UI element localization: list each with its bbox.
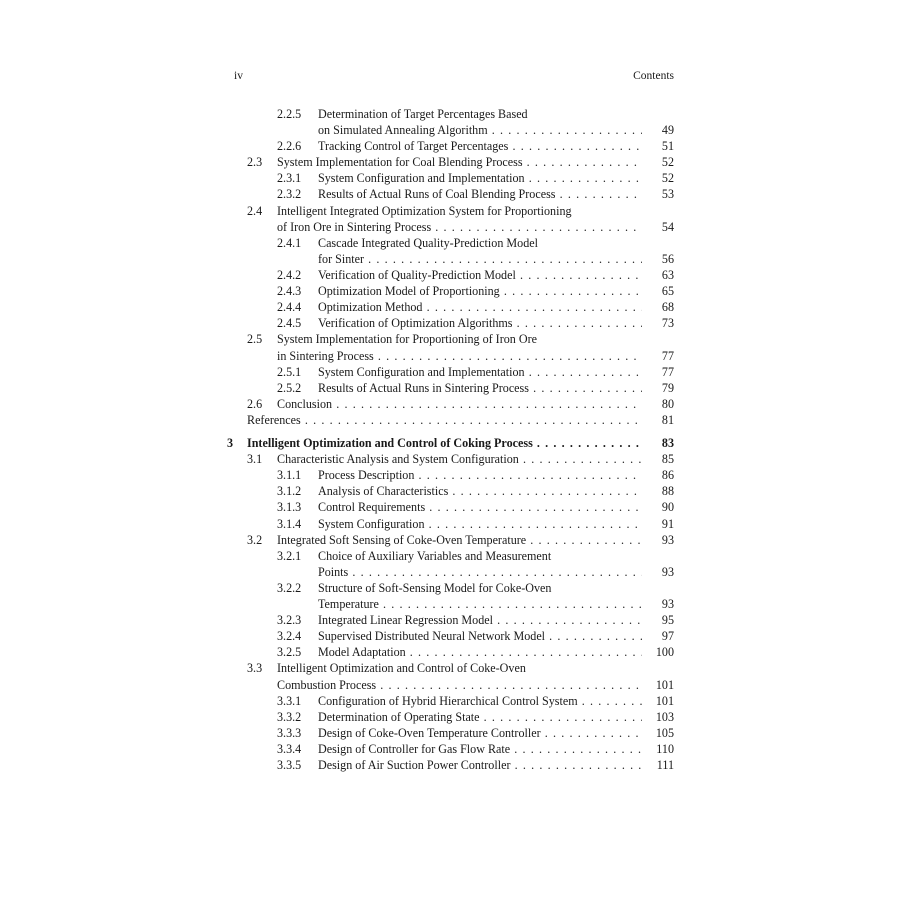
toc-entry[interactable]: [0, 283, 900, 299]
toc-entry-title: Integrated Linear Regression Model . . .: [318, 612, 642, 628]
toc-entry-title: Intelligent Integrated Optimization System for Proportioning: [277, 204, 572, 218]
toc-entry-number: 3.3.1: [277, 694, 302, 708]
toc-entry-title: Integrated Soft Sensing of Coke-Oven Temperature . . .: [277, 532, 642, 548]
toc-entry[interactable]: [0, 364, 900, 380]
toc-entry-page: 63: [661, 268, 674, 282]
toc-entry-page: 56: [661, 252, 674, 266]
toc-entry-number: 3.3.4: [277, 742, 302, 756]
toc-entry-title: References . . .: [247, 412, 642, 428]
running-title: Contents: [633, 70, 674, 82]
toc-entry[interactable]: [0, 709, 900, 725]
toc-entry-title: System Configuration . . .: [318, 516, 642, 532]
toc-entry-title: in Sintering Process . . .: [277, 348, 642, 364]
toc-entry-page: 86: [661, 468, 674, 482]
toc-entry-number: 3.2.4: [277, 629, 302, 643]
toc-entry-number: 3.2.1: [277, 549, 302, 563]
toc-entry-number: 3.3.2: [277, 710, 302, 724]
toc-entry[interactable]: [0, 315, 900, 331]
toc-entry-number: 3: [227, 436, 234, 450]
toc-entry-title: System Configuration and Implementation . . .: [318, 170, 642, 186]
toc-entry-number: 2.4.5: [277, 316, 302, 330]
toc-entry-page: 95: [661, 613, 674, 627]
toc-entry-number: 3.2.2: [277, 581, 302, 595]
toc-entry-number: 3.2.5: [277, 645, 302, 659]
toc-entry-title: Intelligent Optimization and Control of Coking Process . . .: [247, 435, 642, 451]
toc-entry[interactable]: [0, 219, 900, 235]
toc-entry-page: 93: [661, 565, 674, 579]
toc-entry[interactable]: [0, 516, 900, 532]
toc-entry-title: Analysis of Characteristics . . .: [318, 483, 642, 499]
toc-entry-page: 90: [661, 500, 674, 514]
toc-entry-title: Design of Coke-Oven Temperature Controller . . .: [318, 725, 642, 741]
toc-entry-title: Optimization Method . . .: [318, 299, 642, 315]
toc-entry-page: 52: [661, 171, 674, 185]
toc-entry-number: 3.1.1: [277, 468, 302, 482]
toc-entry-page: 52: [661, 155, 674, 169]
toc-entry-title: Verification of Quality-Prediction Model . . .: [318, 267, 642, 283]
toc-entry[interactable]: [0, 499, 900, 515]
toc-entry[interactable]: [0, 741, 900, 757]
toc-entry-title: Configuration of Hybrid Hierarchical Control System . . .: [318, 693, 642, 709]
toc-entry-page: 80: [661, 397, 674, 411]
toc-entry-number: 3.1.2: [277, 484, 302, 498]
toc-entry-title: Control Requirements . . .: [318, 499, 642, 515]
toc-entry[interactable]: [0, 235, 900, 251]
toc-entry-page: 73: [661, 316, 674, 330]
toc-entry-title: on Simulated Annealing Algorithm . . .: [318, 122, 642, 138]
toc-entry-number: 2.4.2: [277, 268, 302, 282]
toc-entry-page: 93: [661, 533, 674, 547]
toc-entry-page: 79: [661, 381, 674, 395]
toc-entry-title: of Iron Ore in Sintering Process . . .: [277, 219, 642, 235]
toc-entry-page: 54: [661, 220, 674, 234]
toc-entry-title: Intelligent Optimization and Control of Coke-Oven: [277, 661, 526, 675]
toc-entry-title: Tracking Control of Target Percentages . . .: [318, 138, 642, 154]
toc-entry-title: Determination of Operating State . . .: [318, 709, 642, 725]
toc-entry-number: 2.2.6: [277, 139, 302, 153]
toc-entry-title: Cascade Integrated Quality-Prediction Model: [318, 236, 538, 250]
toc-entry[interactable]: [0, 412, 900, 428]
toc-entry[interactable]: [0, 186, 900, 202]
toc-entry-number: 3.3.3: [277, 726, 302, 740]
toc-entry[interactable]: [0, 564, 900, 580]
toc-entry[interactable]: [0, 612, 900, 628]
toc-entry-page: 77: [661, 365, 674, 379]
toc-entry-page: 85: [661, 452, 674, 466]
toc-entry-title: System Configuration and Implementation . . .: [318, 364, 642, 380]
toc-entry-number: 2.5.2: [277, 381, 302, 395]
toc-entry-title: System Implementation for Proportioning of Iron Ore: [277, 332, 537, 346]
toc-entry[interactable]: [0, 483, 900, 499]
toc-entry-page: 101: [655, 694, 674, 708]
toc-entry-title: Optimization Model of Proportioning . . .: [318, 283, 642, 299]
toc-entry-page: 68: [661, 300, 674, 314]
toc-entry-number: 2.6: [247, 397, 263, 411]
toc-entry[interactable]: [0, 154, 900, 170]
toc-entry[interactable]: [0, 644, 900, 660]
toc-entry-page: 77: [661, 349, 674, 363]
toc-entry[interactable]: [0, 348, 900, 364]
toc-entry-number: 3.1.4: [277, 517, 302, 531]
page-number: iv: [234, 70, 243, 82]
toc-entry-number: 2.5.1: [277, 365, 302, 379]
toc-entry-title: Design of Air Suction Power Controller . . .: [318, 757, 642, 773]
toc-entry[interactable]: [0, 267, 900, 283]
toc-entry[interactable]: [0, 331, 900, 347]
toc-entry[interactable]: [0, 660, 900, 676]
toc-entry-page: 93: [661, 597, 674, 611]
toc-entry-page: 105: [655, 726, 674, 740]
toc-entry-title: Verification of Optimization Algorithms . . .: [318, 315, 642, 331]
toc-entry-page: 103: [655, 710, 674, 724]
toc-entry-title: for Sinter . . .: [318, 251, 642, 267]
toc-entry[interactable]: [0, 251, 900, 267]
toc-entry[interactable]: [0, 548, 900, 564]
toc-entry-number: 3.2.3: [277, 613, 302, 627]
toc-entry-title: Choice of Auxiliary Variables and Measurement: [318, 549, 552, 563]
toc-entry-number: 3.3.5: [277, 758, 302, 772]
toc-entry-title: Results of Actual Runs of Coal Blending Process . . .: [318, 186, 642, 202]
toc-entry[interactable]: [0, 138, 900, 154]
toc-entry-title: Model Adaptation . . .: [318, 644, 642, 660]
toc-entry-number: 3.1.3: [277, 500, 302, 514]
toc-entry-number: 2.3.1: [277, 171, 302, 185]
toc-entry-page: 97: [661, 629, 674, 643]
toc-entry-number: 3.2: [247, 533, 263, 547]
toc-entry-number: 3.3: [247, 661, 263, 675]
toc-entry[interactable]: [0, 203, 900, 219]
toc-entry[interactable]: [0, 106, 900, 122]
toc-entry-title: Determination of Target Percentages Based: [318, 107, 528, 121]
toc-entry-title: Supervised Distributed Neural Network Model . . .: [318, 628, 642, 644]
toc-entry[interactable]: [0, 725, 900, 741]
toc-entry[interactable]: [0, 435, 900, 451]
toc-entry-title: Results of Actual Runs in Sintering Process . . .: [318, 380, 642, 396]
toc-entry-page: 65: [661, 284, 674, 298]
toc-entry[interactable]: [0, 396, 900, 412]
toc-entry-number: 2.3: [247, 155, 263, 169]
toc-entry-title: System Implementation for Coal Blending Process . . .: [277, 154, 642, 170]
toc-entry-title: Conclusion . . .: [277, 396, 642, 412]
toc-entry-page: 100: [655, 645, 674, 659]
toc-entry[interactable]: [0, 757, 900, 773]
toc-entry[interactable]: [0, 628, 900, 644]
toc-entry[interactable]: [0, 467, 900, 483]
toc-entry-number: 3.1: [247, 452, 263, 466]
toc-entry[interactable]: [0, 532, 900, 548]
toc-entry[interactable]: [0, 677, 900, 693]
toc-entry-page: 111: [656, 758, 674, 772]
toc-entry-title: Combustion Process . . .: [277, 677, 642, 693]
toc-entry-title: Characteristic Analysis and System Configuration . . .: [277, 451, 642, 467]
toc-entry-title: Design of Controller for Gas Flow Rate . . .: [318, 741, 642, 757]
toc-entry-number: 2.4.3: [277, 284, 302, 298]
toc-entry-page: 51: [661, 139, 674, 153]
toc-entry-title: Process Description . . .: [318, 467, 642, 483]
toc-entry[interactable]: [0, 122, 900, 138]
toc-entry-number: 2.4.4: [277, 300, 302, 314]
toc-entry-number: 2.4.1: [277, 236, 302, 250]
toc-entry-page: 53: [661, 187, 674, 201]
toc-entry[interactable]: [0, 170, 900, 186]
toc-entry-page: 81: [661, 413, 674, 427]
toc-entry[interactable]: [0, 299, 900, 315]
toc-entry-number: 2.3.2: [277, 187, 302, 201]
toc-entry-page: 101: [655, 678, 674, 692]
toc-entry-number: 2.2.5: [277, 107, 302, 121]
toc-entry-title: Temperature . . .: [318, 596, 642, 612]
toc-entry[interactable]: [0, 380, 900, 396]
toc-entry-page: 49: [661, 123, 674, 137]
toc-entry-title: Structure of Soft-Sensing Model for Coke-Oven: [318, 581, 552, 595]
toc-entry[interactable]: [0, 580, 900, 596]
toc-entry-number: 2.5: [247, 332, 263, 346]
toc-entry-number: 2.4: [247, 204, 263, 218]
toc-entry-page: 83: [661, 436, 674, 450]
toc-entry-page: 110: [656, 742, 674, 756]
toc-entry[interactable]: [0, 451, 900, 467]
toc-entry-title: Points . . .: [318, 564, 642, 580]
toc-entry-page: 91: [661, 517, 674, 531]
toc-entry-page: 88: [661, 484, 674, 498]
toc-entry[interactable]: [0, 693, 900, 709]
toc-entry[interactable]: [0, 596, 900, 612]
